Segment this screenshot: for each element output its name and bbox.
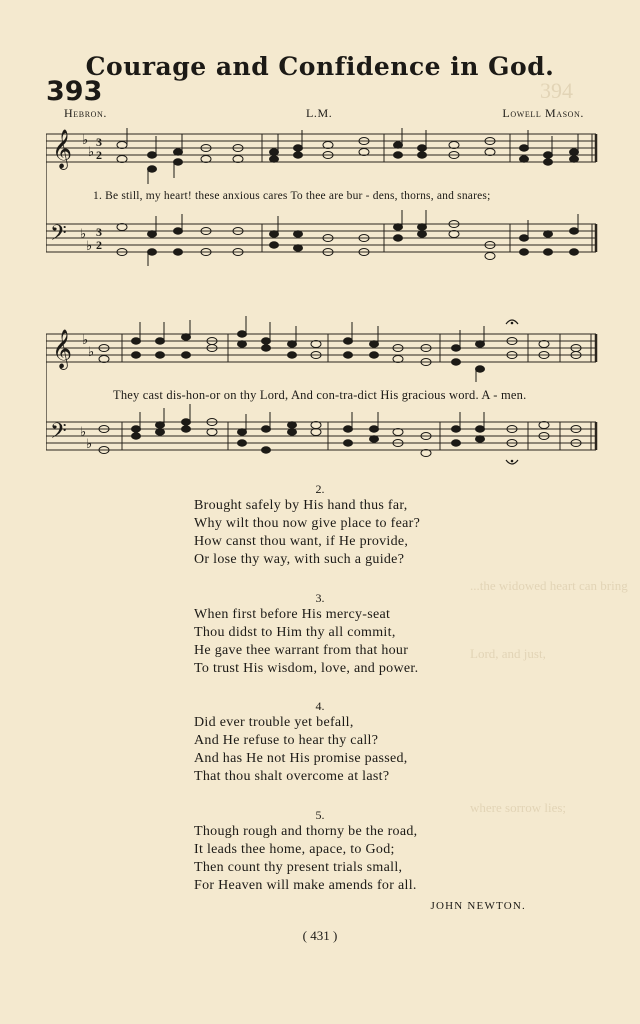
show-through-text: ...the widowed heart can bring (470, 578, 628, 593)
time-signature: 3 (96, 225, 102, 239)
key-flat: ♭ (86, 238, 93, 253)
show-through-text: Lord, and just, (470, 646, 546, 661)
treble-clef: 𝄞 (52, 129, 73, 169)
verse-5 (194, 823, 417, 895)
bass-clef: 𝄢 (50, 419, 67, 449)
key-flat: ♭ (88, 144, 95, 159)
lyric-line-1: 1. Be still, my heart! these anxious cares To thee are bur - dens, thorns, and snares; (93, 190, 491, 202)
verse-line: For Heaven will make amends for all. (194, 878, 417, 893)
note-stems (140, 316, 484, 432)
key-flat: ♭ (80, 424, 87, 439)
hymn-title: Courage and Confidence in God. (85, 52, 555, 81)
verse-number: 3. (315, 591, 325, 605)
verse-number: 2. (315, 482, 325, 496)
verse-number: 5. (315, 808, 325, 822)
bass-clef: 𝄢 (50, 221, 67, 251)
time-signature: 2 (96, 238, 102, 252)
verse-line: Brought safely by His hand thus far, (194, 498, 408, 513)
verse-line: And He refuse to hear thy call? (194, 733, 379, 748)
verse-2 (194, 497, 420, 569)
key-flat: ♭ (86, 436, 93, 451)
treble-clef: 𝄞 (52, 329, 73, 369)
verse-line: Then count thy present trials small, (194, 860, 403, 875)
verse-number: 4. (315, 699, 325, 713)
verse-3 (194, 606, 418, 678)
verse-line: Did ever trouble yet befall, (194, 715, 354, 730)
verse-line: Thou didst to Him thy all commit, (194, 625, 396, 640)
treble-staff (46, 334, 596, 362)
verse-4 (194, 714, 408, 786)
verse-line: Why wilt thou now give place to fear? (194, 516, 421, 531)
verse-line: When first before His mercy-seat (194, 607, 391, 622)
author-credit: JOHN NEWTON. (430, 900, 526, 912)
bass-staff (46, 224, 596, 252)
treble-staff (46, 134, 596, 162)
verse-line: That thou shalt overcome at last? (194, 769, 390, 784)
tune-name: Hebron. (64, 106, 107, 120)
verse-line: Or lose thy way, with such a guide? (194, 552, 405, 567)
verse-line: How canst thou want, if He provide, (194, 534, 409, 549)
verse-line: And has He not His promise passed, (194, 751, 408, 766)
show-through-text: 394 (540, 78, 573, 103)
time-signature: 3 (96, 135, 102, 149)
key-flat: ♭ (88, 344, 95, 359)
composer: Lowell Mason. (502, 106, 584, 120)
page-number: ( 431 ) (302, 928, 338, 943)
hymn-number: 393 (46, 76, 103, 107)
verse-line: To trust His wisdom, love, and power. (194, 661, 419, 676)
time-signature: 2 (96, 148, 102, 162)
lyric-line-2: They cast dis-hon-or on thy Lord, And con-tra-dict His gracious word. A - men. (113, 388, 527, 402)
verse-line: It leads thee home, apace, to God; (194, 842, 395, 857)
verse-line: He gave thee warrant from that hour (194, 643, 409, 658)
key-flat: ♭ (82, 132, 89, 147)
meter: L.M. (306, 106, 333, 120)
key-flat: ♭ (80, 226, 87, 241)
show-through-text: where sorrow lies; (470, 800, 567, 815)
verse-line: Though rough and thorny be the road, (194, 824, 418, 839)
key-flat: ♭ (82, 332, 89, 347)
